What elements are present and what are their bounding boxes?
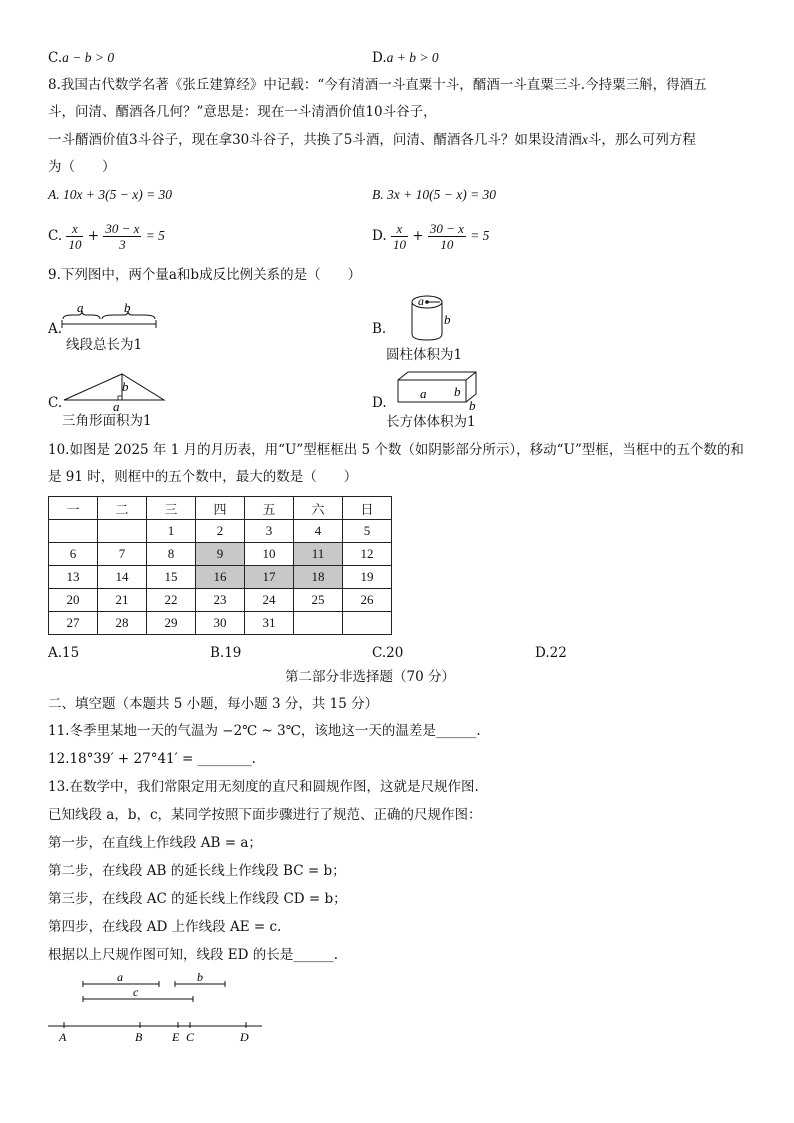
calendar-header: 一 [49, 497, 98, 520]
q9-c-caption: 三角形面积为1 [62, 413, 152, 429]
q8-d-fraction-2 [428, 221, 466, 252]
q8-d-f2-num: 30 − x [429, 221, 464, 236]
q8-d-rhs: = 5 [470, 228, 490, 243]
q9-b-var-b: b [444, 312, 451, 327]
q8-stem-line4: 为（ ） [48, 159, 116, 175]
part2-title: 第二部分非选择题（70 分） [285, 669, 455, 685]
calendar-header-row [49, 497, 392, 520]
calendar-header: 二 [98, 497, 147, 520]
q9-c-var-b: b [122, 379, 129, 394]
q8-c-fraction-1 [66, 221, 83, 252]
q13-seg-c-label: c [133, 985, 139, 999]
q9-d-caption: 长方体体积为1 [386, 414, 476, 430]
q9-d-label: D. [372, 395, 387, 411]
calendar-cell-shaded: 17 [245, 566, 294, 589]
q8-option-d-label: D. [372, 228, 387, 244]
q8-c-fraction-2 [103, 221, 141, 252]
calendar-cell: 30 [196, 612, 245, 635]
q9-a-segment-figure [58, 302, 162, 332]
q8-c-f2-den: 3 [119, 237, 126, 252]
q9-c-triangle-figure [60, 368, 170, 412]
calendar-cell-shaded: 11 [294, 543, 343, 566]
calendar-cell [294, 612, 343, 635]
calendar-cell: 10 [245, 543, 294, 566]
q10-option-a: A.15 [48, 645, 80, 661]
q8-stem-line3 [48, 131, 696, 149]
q8-d-f1-den: 10 [392, 237, 406, 252]
q13-step2: 第二步，在线段 AB 的延长线上作线段 BC = b； [48, 863, 346, 879]
calendar-cell: 2 [196, 520, 245, 543]
q9-b-cylinder-figure [400, 294, 470, 344]
q13-line2: 已知线段 a，b，c，某同学按照下面步骤进行了规范、正确的尺规作图： [48, 807, 482, 823]
q9-a-var-b: b [124, 302, 131, 315]
calendar-cell: 15 [147, 566, 196, 589]
q13-point-a: A [59, 1030, 67, 1044]
calendar-cell: 26 [343, 589, 392, 612]
q8-d-op: + [412, 228, 424, 244]
calendar-cell [98, 520, 147, 543]
q9-a-label: A. [48, 321, 63, 337]
calendar-cell: 21 [98, 589, 147, 612]
q9-stem: 9.下列图中，两个量a和b成反比例关系的是（ ） [48, 267, 362, 283]
calendar-cell: 5 [343, 520, 392, 543]
section2-title: 二、填空题（本题共 5 小题，每小题 3 分，共 15 分） [48, 696, 379, 712]
q8-option-a: A. 10x + 3(5 − x) = 30 [48, 187, 173, 202]
calendar-row [49, 543, 392, 566]
calendar-cell: 1 [147, 520, 196, 543]
calendar-cell: 27 [49, 612, 98, 635]
q13-construction-line-figure [44, 1016, 268, 1046]
calendar-cell: 20 [49, 589, 98, 612]
q13-point-b: B [135, 1030, 143, 1044]
calendar-cell: 22 [147, 589, 196, 612]
calendar-header: 日 [343, 497, 392, 520]
calendar-cell: 12 [343, 543, 392, 566]
q11-text: 11.冬季里某地一天的气温为 −2℃ ~ 3℃，该地这一天的温差是______. [48, 723, 481, 739]
q13-line1: 13.在数学中，我们常限定用无刻度的直尺和圆规作图，这就是尺规作图. [48, 779, 479, 795]
calendar-cell: 3 [245, 520, 294, 543]
calendar-row [49, 566, 392, 589]
q8-var-x: x [581, 132, 588, 147]
calendar-cell-shaded: 9 [196, 543, 245, 566]
q8-d-f2-den: 10 [440, 237, 454, 252]
q13-conclusion: 根据以上尺规作图可知，线段 ED 的长是______. [48, 947, 339, 963]
q7-option-d-label: D. [372, 50, 387, 66]
q8-stem-line3-end: 斗，那么可列方程 [587, 132, 696, 148]
calendar-cell: 25 [294, 589, 343, 612]
q10-option-c: C.20 [372, 645, 404, 661]
calendar-cell: 24 [245, 589, 294, 612]
q9-b-caption: 圆柱体积为1 [386, 347, 463, 363]
calendar-cell: 7 [98, 543, 147, 566]
q7-option-c-expr: a − b > 0 [62, 50, 115, 65]
q8-d-fraction-1 [391, 221, 408, 252]
q9-b-label: B. [372, 321, 387, 337]
calendar-table [48, 496, 392, 635]
calendar-cell: 23 [196, 589, 245, 612]
calendar-cell-shaded: 16 [196, 566, 245, 589]
calendar-header: 六 [294, 497, 343, 520]
q8-c-f1-den: 10 [68, 237, 82, 252]
q9-d-var-b2: b [469, 398, 476, 412]
q13-point-c: C [186, 1030, 195, 1044]
calendar-cell [49, 520, 98, 543]
q8-stem-line2: 斗，问清、醑酒各几何？”意思是：现在一斗清酒价值10斗谷子， [48, 104, 437, 120]
q8-option-d [372, 218, 489, 254]
calendar-cell: 31 [245, 612, 294, 635]
q10-option-d: D.22 [535, 645, 567, 661]
q8-c-f2-num: 30 − x [105, 221, 140, 236]
q7-option-d-expr: a + b > 0 [386, 50, 439, 65]
q9-c-var-a: a [113, 399, 120, 412]
q10-stem-line2: 是 91 时，则框中的五个数中，最大的数是（ ） [48, 469, 358, 485]
q10-stem-line1: 10.如图是 2025 年 1 月的月历表，用“U”型框框出 5 个数（如阴影部分所示），移动“U”型框，当框中的五个数的和 [48, 442, 744, 458]
q8-option-c-label: C. [48, 228, 63, 244]
q13-point-e: E [172, 1030, 180, 1044]
calendar-header: 四 [196, 497, 245, 520]
q13-step3: 第三步，在线段 AC 的延长线上作线段 CD = b； [48, 891, 347, 907]
calendar-cell: 29 [147, 612, 196, 635]
calendar-row [49, 520, 392, 543]
q13-given-segments-figure [75, 970, 245, 1006]
q9-d-var-a: a [420, 386, 427, 401]
q13-step1: 第一步，在直线上作线段 AB = a； [48, 835, 262, 851]
calendar-cell: 28 [98, 612, 147, 635]
q9-b-var-a: a [418, 294, 424, 308]
q8-d-f1-num: x [391, 221, 408, 237]
calendar-row [49, 612, 392, 635]
calendar-cell [343, 612, 392, 635]
q13-seg-b-label: b [197, 970, 203, 984]
q9-a-var-a: a [77, 302, 84, 315]
q8-c-op: + [87, 228, 100, 244]
q8-stem-line3-text: 一斗醑酒价值3斗谷子，现在拿30斗谷子，共换了5斗酒，问清、醑酒各几斗？如果设清酒 [48, 132, 582, 148]
q9-d-cuboid-figure [394, 368, 484, 412]
calendar-cell: 6 [49, 543, 98, 566]
calendar-cell-shaded: 18 [294, 566, 343, 589]
q12-text: 12.18°39′ + 27°41′ = ________. [48, 751, 256, 767]
calendar-row [49, 589, 392, 612]
q9-c-label: C. [48, 395, 63, 411]
q8-option-b: B. 3x + 10(5 − x) = 30 [372, 187, 497, 202]
q7-option-c [48, 49, 114, 67]
q8-stem-line1: 8.我国古代数学名著《张丘建算经》中记载：“今有清酒一斗直粟十斗，醑酒一斗直粟三斗.今持粟三斛，得酒五 [48, 77, 707, 93]
q13-seg-a-label: a [117, 970, 123, 984]
q9-a-caption: 线段总长为1 [66, 337, 143, 353]
q8-c-f1-num: x [66, 221, 83, 237]
q8-option-c [48, 218, 165, 254]
q7-option-d [372, 49, 439, 67]
calendar-header: 三 [147, 497, 196, 520]
q8-c-rhs: = 5 [145, 228, 165, 243]
q13-point-d: D [240, 1030, 249, 1044]
calendar-cell: 8 [147, 543, 196, 566]
calendar-header: 五 [245, 497, 294, 520]
calendar-cell: 14 [98, 566, 147, 589]
calendar-cell: 13 [49, 566, 98, 589]
calendar-cell: 4 [294, 520, 343, 543]
q9-d-var-b1: b [454, 384, 461, 399]
q7-option-c-label: C. [48, 50, 63, 66]
calendar-cell: 19 [343, 566, 392, 589]
q10-option-b: B.19 [210, 645, 242, 661]
q13-step4: 第四步，在线段 AD 上作线段 AE = c. [48, 919, 282, 935]
